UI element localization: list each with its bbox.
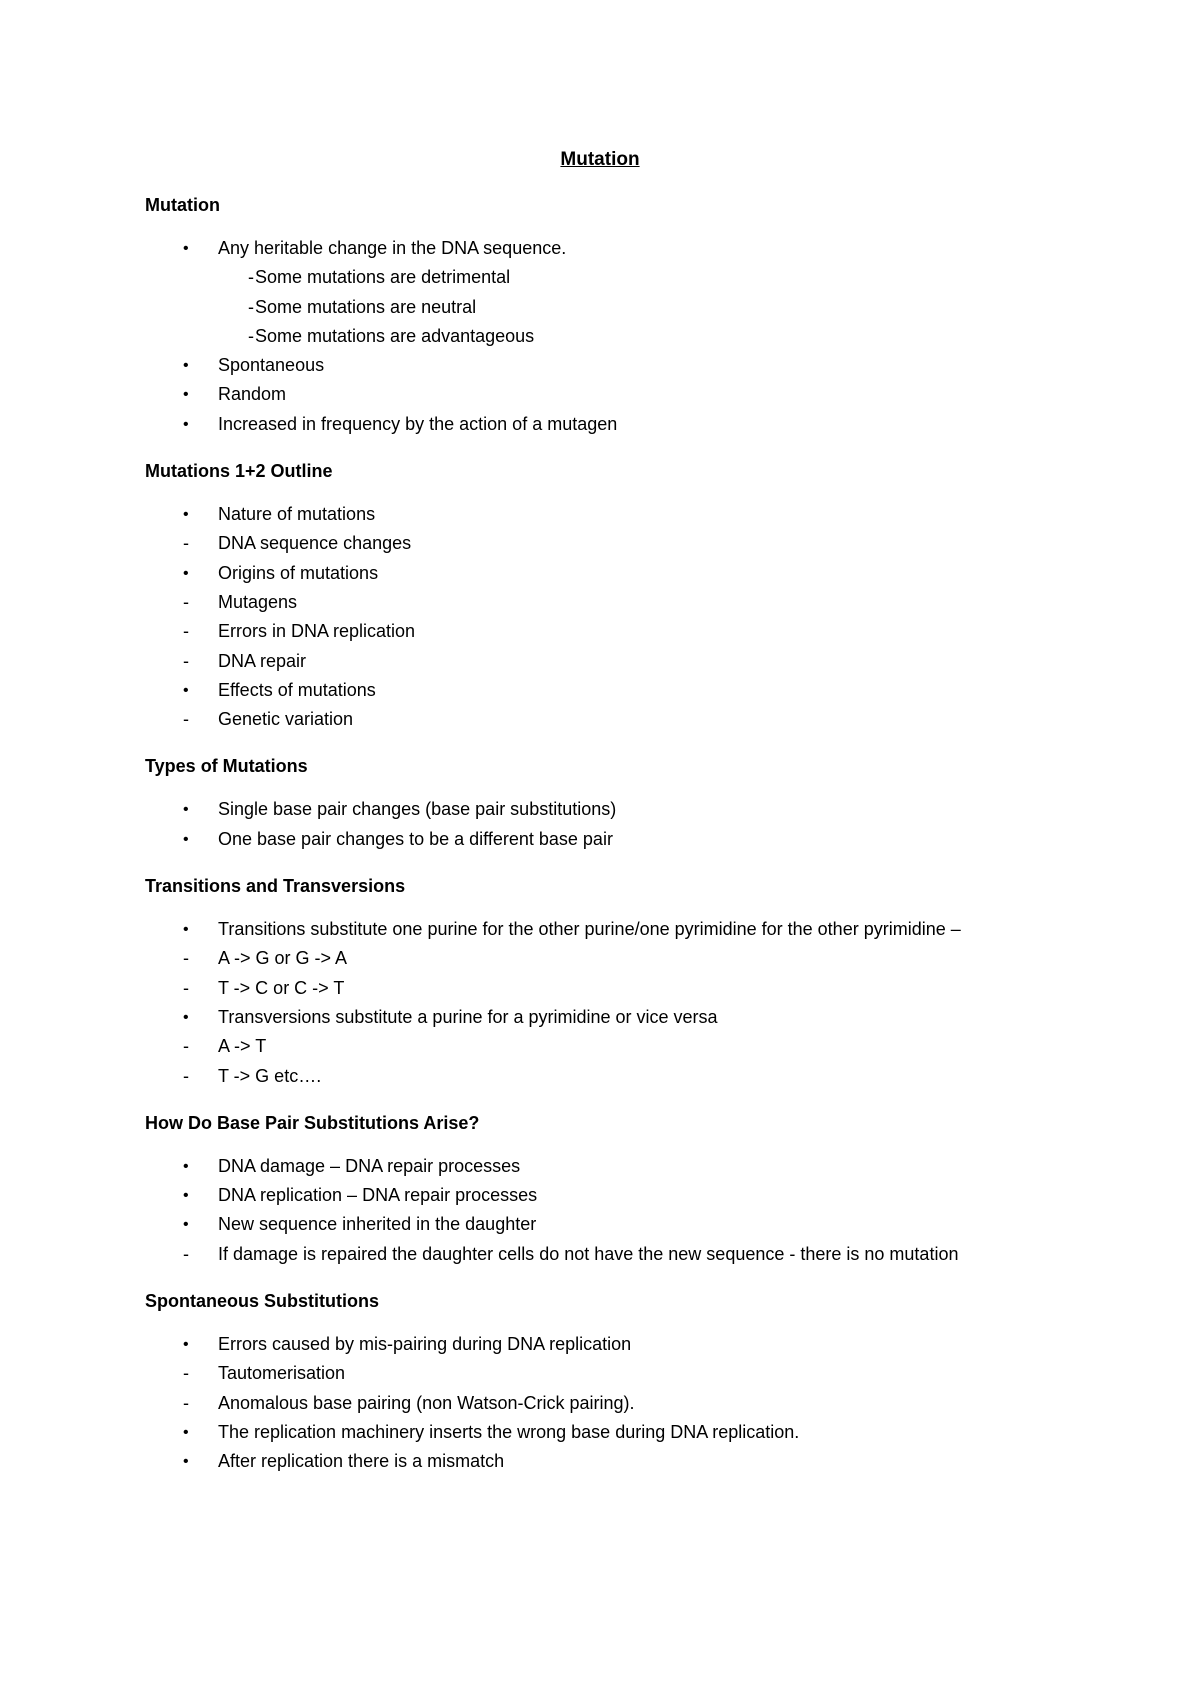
item-text: Some mutations are advantageous: [255, 325, 535, 346]
bullet-item: [145, 410, 1125, 439]
bullet-item: [145, 1330, 1125, 1359]
item-text: Transitions substitute one purine for the other purine/one pyrimidine for the other pyrimidine –: [218, 919, 961, 940]
dash-item: [145, 322, 1125, 351]
dash-item: [145, 1240, 1125, 1269]
item-text: Origins of mutations: [218, 562, 379, 583]
dash-marker: -: [183, 1065, 189, 1086]
item-text: Tautomerisation: [218, 1363, 346, 1384]
dash-marker: -: [183, 1243, 189, 1264]
item-text: Spontaneous: [218, 355, 325, 376]
bullet-marker: •: [183, 415, 189, 433]
dash-item: [145, 588, 1125, 617]
bullet-marker: •: [183, 681, 189, 699]
section-heading: Mutations 1+2 Outline: [145, 461, 333, 482]
item-text: DNA sequence changes: [218, 533, 412, 554]
item-text: Any heritable change in the DNA sequence.: [218, 238, 567, 258]
dash-item: [145, 1389, 1125, 1418]
item-text: New sequence inherited in the daughter: [218, 1214, 537, 1235]
section-heading: Spontaneous Substitutions: [145, 1291, 379, 1312]
item-text: Some mutations are detrimental: [255, 267, 511, 288]
item-text: Errors in DNA replication: [218, 621, 416, 642]
bullet-marker: •: [183, 1187, 189, 1205]
section-list: [145, 1152, 1125, 1269]
bullet-item: [145, 351, 1125, 380]
bullet-marker: •: [183, 1157, 189, 1175]
bullet-marker: •: [183, 1336, 189, 1354]
item-text: T -> C or C -> T: [218, 977, 345, 998]
bullet-item: [145, 915, 1125, 944]
bullet-marker: •: [183, 564, 189, 582]
bullet-item: [145, 1152, 1125, 1181]
dash-marker: -: [183, 709, 189, 730]
bullet-marker: •: [183, 240, 189, 257]
bullet-marker: •: [183, 801, 189, 819]
dash-item: [145, 647, 1125, 676]
section-heading: Mutation: [145, 195, 220, 215]
item-text: Genetic variation: [218, 709, 354, 730]
section-list: [145, 234, 1125, 439]
dash-marker: -: [183, 591, 189, 612]
bullet-item: [145, 234, 1125, 263]
section-list: [145, 915, 1125, 1091]
bullet-item: [145, 795, 1125, 824]
bullet-marker: •: [183, 1423, 189, 1441]
item-text: DNA repair: [218, 650, 307, 671]
section-list: [145, 795, 1125, 854]
bullet-marker: •: [183, 386, 189, 404]
bullet-marker: •: [183, 1453, 189, 1471]
bullet-item: [145, 1418, 1125, 1447]
item-text: Increased in frequency by the action of a mutagen: [218, 413, 618, 434]
item-text: T -> G etc….: [218, 1065, 322, 1086]
dash-marker: -: [183, 533, 189, 554]
bullet-item: [145, 500, 1125, 529]
item-text: A -> G or G -> A: [218, 948, 348, 969]
item-text: If damage is repaired the daughter cells do not have the new sequence - there is no mutation: [218, 1243, 959, 1264]
dash-item: [145, 1062, 1125, 1091]
item-text: Some mutations are neutral: [255, 296, 477, 317]
section-list: [145, 500, 1125, 734]
section-heading: Transitions and Transversions: [145, 876, 406, 897]
dash-item: [145, 1359, 1125, 1388]
dash-marker: -: [183, 948, 189, 969]
bullet-item: [145, 825, 1125, 854]
document-body: [145, 193, 1125, 1497]
bullet-marker: •: [183, 1008, 189, 1026]
item-text: Random: [218, 384, 287, 405]
dash-item: [145, 529, 1125, 558]
bullet-item: [145, 559, 1125, 588]
dash-item: [145, 617, 1125, 646]
bullet-marker: •: [183, 921, 189, 939]
dash-marker: -: [248, 296, 254, 317]
dash-marker: -: [183, 621, 189, 642]
bullet-marker: •: [183, 1216, 189, 1234]
dash-marker: -: [183, 1036, 189, 1057]
dash-marker: -: [183, 977, 189, 998]
dash-item: [145, 944, 1125, 973]
item-text: After replication there is a mismatch: [218, 1451, 505, 1472]
document-title: Mutation: [560, 149, 640, 170]
dash-item: [145, 293, 1125, 322]
item-text: Errors caused by mis-pairing during DNA replication: [218, 1334, 632, 1355]
item-text: Nature of mutations: [218, 504, 376, 525]
item-text: Anomalous base pairing (non Watson-Crick pairing).: [218, 1392, 635, 1413]
dash-marker: -: [183, 650, 189, 671]
dash-marker: -: [248, 267, 254, 288]
bullet-item: [145, 1003, 1125, 1032]
item-text: DNA replication – DNA repair processes: [218, 1185, 538, 1206]
item-text: The replication machinery inserts the wrong base during DNA replication.: [218, 1421, 800, 1442]
dash-marker: -: [183, 1392, 189, 1413]
section-heading: How Do Base Pair Substitutions Arise?: [145, 1112, 480, 1133]
item-text: Single base pair changes (base pair substitutions): [218, 799, 617, 820]
item-text: Transversions substitute a purine for a pyrimidine or vice versa: [218, 1006, 718, 1027]
bullet-item: [145, 676, 1125, 705]
section-list: [145, 1330, 1125, 1476]
dash-item: [145, 263, 1125, 292]
dash-item: [145, 974, 1125, 1003]
section-heading: Types of Mutations: [145, 756, 308, 777]
bullet-item: [145, 1447, 1125, 1476]
bullet-marker: •: [183, 830, 189, 848]
dash-marker: -: [183, 1363, 189, 1384]
item-text: A -> T: [218, 1036, 267, 1057]
bullet-item: [145, 380, 1125, 409]
bullet-item: [145, 1181, 1125, 1210]
item-text: Mutagens: [218, 591, 298, 612]
dash-item: [145, 705, 1125, 734]
item-text: DNA damage – DNA repair processes: [218, 1155, 521, 1176]
dash-item: [145, 1032, 1125, 1061]
bullet-marker: •: [183, 506, 189, 524]
bullet-item: [145, 1210, 1125, 1239]
item-text: Effects of mutations: [218, 679, 376, 700]
bullet-marker: •: [183, 357, 189, 375]
dash-marker: -: [248, 325, 254, 346]
item-text: One base pair changes to be a different base pair: [218, 828, 613, 849]
